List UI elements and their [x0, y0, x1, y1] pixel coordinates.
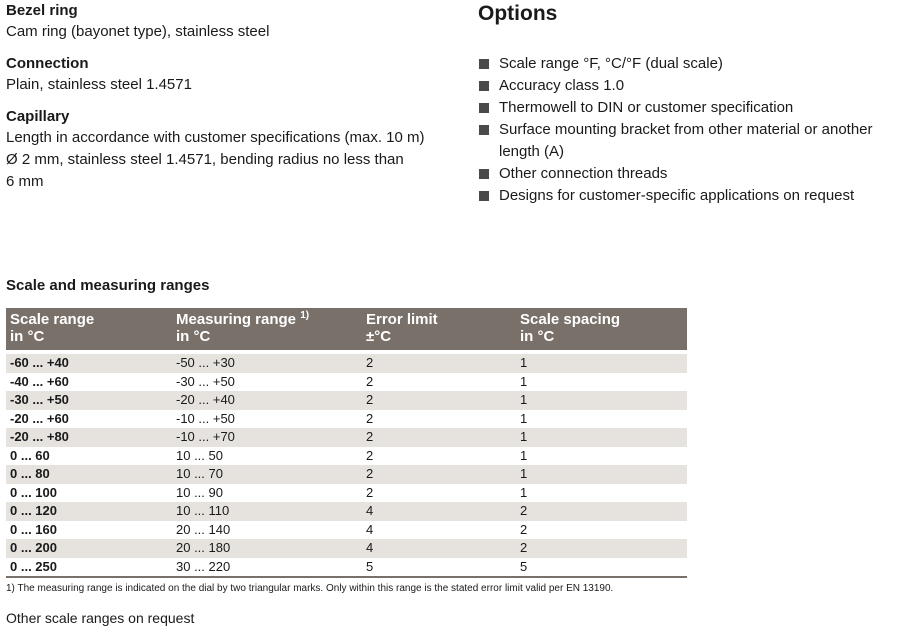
cell-scale-spacing: 1 — [516, 391, 687, 410]
square-bullet-icon — [479, 59, 489, 69]
cell-scale-spacing: 1 — [520, 373, 528, 389]
option-item — [478, 53, 911, 75]
option-text: Scale range °F, °C/°F (dual scale) — [499, 55, 723, 72]
option-text: Surface mounting bracket from other material or another length (A) — [499, 121, 873, 160]
square-bullet-icon — [479, 169, 489, 179]
cell-error-limit: 2 — [366, 373, 374, 389]
cell-measuring-range: -30 ... +50 — [176, 373, 235, 389]
cell-measuring-range: -10 ... +50 — [176, 410, 235, 426]
cell-error-limit: 2 — [366, 447, 374, 463]
cell-error-limit: 2 — [362, 391, 516, 410]
cell-measuring-range: 20 ... 180 — [172, 539, 362, 558]
cell-error-limit: 4 — [366, 521, 374, 537]
other-ranges-note: Other scale ranges on request — [6, 610, 195, 626]
cell-scale-range: -20 ... +80 — [6, 428, 172, 447]
spec-connection — [6, 54, 456, 96]
options-column — [478, 0, 911, 207]
spec-text: 6 mm — [6, 173, 44, 190]
table-row — [6, 410, 687, 429]
cell-scale-range: 0 ... 200 — [6, 539, 172, 558]
table-row — [6, 539, 687, 558]
cell-error-limit: 4 — [362, 502, 516, 521]
cell-scale-range: 0 ... 250 — [6, 558, 172, 578]
option-item — [478, 75, 911, 97]
cell-measuring-range: -50 ... +30 — [172, 354, 362, 373]
specifications-column — [6, 0, 456, 204]
table-body — [6, 350, 687, 577]
header-measuring-range: Measuring range $^{1)}$ in °C — [172, 308, 362, 350]
options-title: Options — [478, 2, 558, 25]
header-error-limit: Error limit ±°C — [362, 308, 516, 350]
cell-measuring-range: -20 ... +40 — [172, 391, 362, 410]
table-row — [6, 428, 687, 447]
table-row — [6, 354, 687, 373]
spec-text: Cam ring (bayonet type), stainless steel — [6, 23, 270, 40]
cell-scale-spacing: 1 — [520, 410, 528, 426]
spec-heading: Connection — [6, 55, 89, 72]
option-item — [478, 163, 911, 185]
cell-measuring-range: 10 ... 50 — [176, 447, 223, 463]
cell-error-limit: 2 — [362, 354, 516, 373]
header-scale-range: Scale range in °C — [6, 308, 172, 350]
cell-scale-spacing: 5 — [516, 558, 687, 578]
option-item — [478, 185, 911, 207]
cell-scale-spacing: 2 — [516, 502, 687, 521]
cell-error-limit: 4 — [362, 539, 516, 558]
cell-measuring-range: 10 ... 110 — [172, 502, 362, 521]
square-bullet-icon — [479, 103, 489, 113]
cell-scale-range: -40 ... +60 — [10, 373, 69, 389]
cell-scale-spacing: 1 — [516, 465, 687, 484]
cell-scale-range: -20 ... +60 — [10, 410, 69, 426]
table-header-row — [6, 308, 687, 350]
cell-scale-spacing: 1 — [520, 447, 528, 463]
cell-measuring-range: 10 ... 70 — [172, 465, 362, 484]
spec-heading: Bezel ring — [6, 2, 78, 19]
table-row — [6, 558, 687, 578]
option-text: Accuracy class 1.0 — [499, 77, 625, 94]
spec-bezel-ring — [6, 1, 456, 43]
table-row — [6, 373, 687, 392]
spec-text: Ø 2 mm, stainless steel 1.4571, bending radius no less than — [6, 151, 404, 168]
scale-ranges-table — [6, 308, 687, 578]
cell-error-limit: 2 — [366, 484, 374, 500]
cell-scale-spacing: 2 — [520, 521, 528, 537]
table-row — [6, 391, 687, 410]
cell-scale-range: 0 ... 100 — [10, 484, 57, 500]
cell-measuring-range: 20 ... 140 — [176, 521, 231, 537]
cell-scale-range: 0 ... 60 — [10, 447, 50, 463]
cell-scale-range: 0 ... 120 — [6, 502, 172, 521]
option-text: Other connection threads — [499, 165, 668, 182]
option-text: Designs for customer-specific applications on request — [499, 187, 855, 204]
table-row — [6, 447, 687, 466]
table-title: Scale and measuring ranges — [6, 277, 210, 294]
spec-heading: Capillary — [6, 108, 70, 125]
table-row — [6, 521, 687, 540]
spec-capillary — [6, 107, 456, 193]
spec-text: Plain, stainless steel 1.4571 — [6, 76, 192, 93]
spec-text: Length in accordance with customer specifications (max. 10 m) — [6, 129, 425, 146]
cell-error-limit: 2 — [362, 465, 516, 484]
options-list — [478, 53, 911, 207]
cell-scale-spacing: 1 — [520, 484, 528, 500]
cell-scale-spacing: 2 — [516, 539, 687, 558]
cell-scale-range: 0 ... 160 — [10, 521, 57, 537]
option-text: Thermowell to DIN or customer specification — [499, 99, 794, 116]
cell-error-limit: 2 — [362, 428, 516, 447]
cell-scale-range: 0 ... 80 — [6, 465, 172, 484]
cell-scale-range: -30 ... +50 — [6, 391, 172, 410]
square-bullet-icon — [479, 81, 489, 91]
table-row — [6, 484, 687, 503]
square-bullet-icon — [479, 191, 489, 201]
cell-measuring-range: -10 ... +70 — [172, 428, 362, 447]
cell-measuring-range: 10 ... 90 — [176, 484, 223, 500]
header-scale-spacing: Scale spacing in °C — [516, 308, 687, 350]
cell-scale-spacing: 1 — [516, 428, 687, 447]
option-item — [478, 97, 911, 119]
table-footnote: 1) The measuring range is indicated on the dial by two triangular marks. Only within this range is the stated error limit valid per EN 13190. — [6, 583, 614, 594]
square-bullet-icon — [479, 125, 489, 135]
cell-measuring-range: 30 ... 220 — [172, 558, 362, 578]
option-item — [478, 119, 911, 163]
cell-error-limit: 2 — [366, 410, 374, 426]
cell-scale-spacing: 1 — [516, 354, 687, 373]
table-row — [6, 465, 687, 484]
cell-error-limit: 5 — [362, 558, 516, 578]
cell-scale-range: -60 ... +40 — [6, 354, 172, 373]
footnote-marker: 1) — [300, 310, 310, 321]
table-row — [6, 502, 687, 521]
